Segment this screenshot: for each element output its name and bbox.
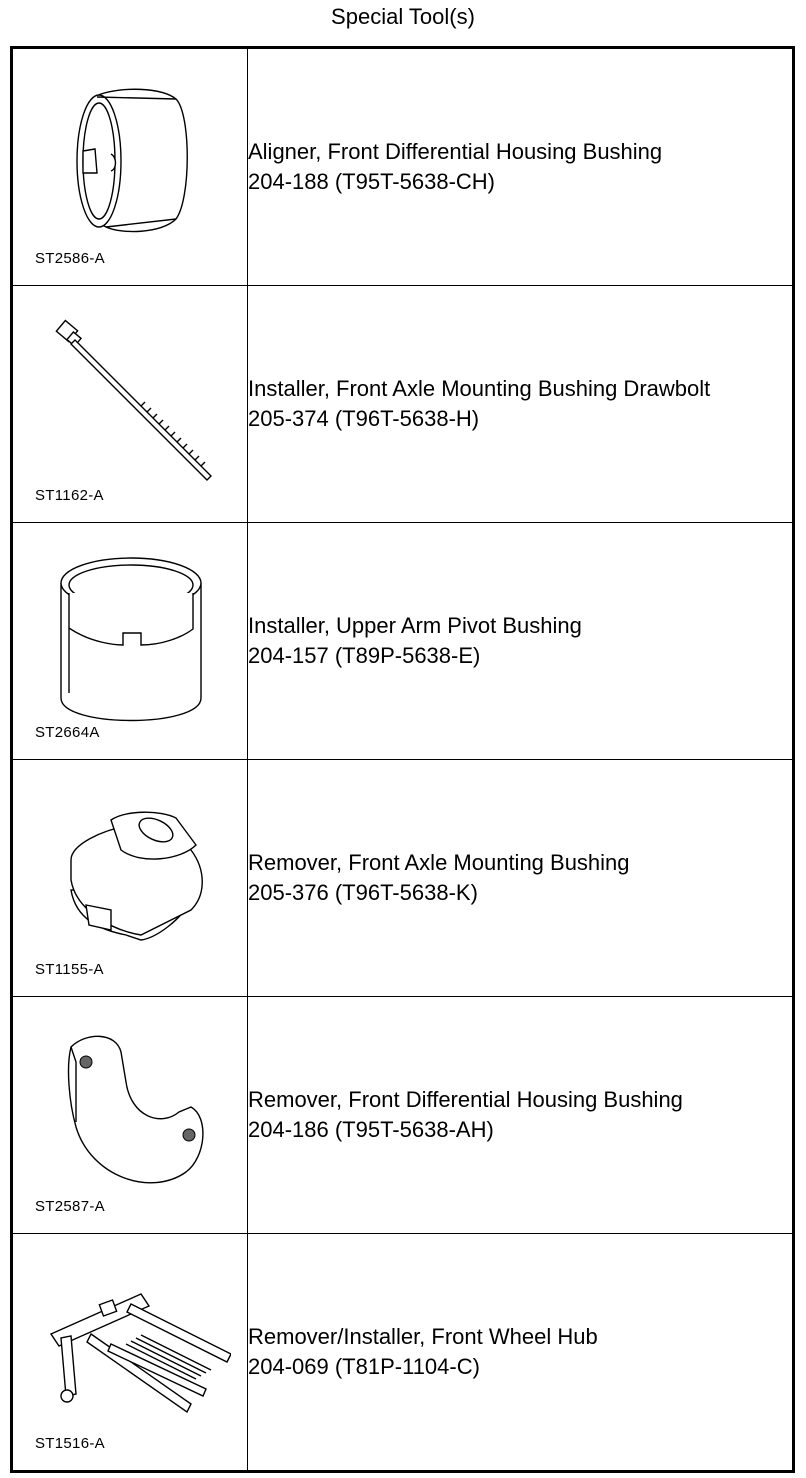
tool-image-cell	[12, 523, 248, 760]
tool-code: ST1516-A	[35, 1435, 105, 1452]
tool-number: 204-188 (T95T-5638-CH)	[248, 169, 496, 194]
stepped-remover-illustration	[31, 770, 231, 970]
tool-description	[248, 286, 794, 523]
table-row	[12, 1234, 794, 1472]
cylindrical-aligner-illustration	[31, 59, 231, 259]
table-row	[12, 523, 794, 760]
tool-name: Installer, Front Axle Mounting Bushing Drawbolt	[248, 376, 711, 401]
tool-code: ST2586-A	[35, 250, 105, 267]
tool-number: 204-157 (T89P-5638-E)	[248, 643, 481, 668]
tool-number: 205-376 (T96T-5638-K)	[248, 880, 478, 905]
tool-description	[248, 523, 794, 760]
tool-name: Remover/Installer, Front Wheel Hub	[248, 1324, 598, 1349]
tool-number: 204-069 (T81P-1104-C)	[248, 1354, 480, 1379]
tool-description	[248, 1234, 794, 1472]
tool-image-cell	[12, 48, 248, 286]
table-row	[12, 760, 794, 997]
tool-description	[248, 48, 794, 286]
u-shaped-remover-illustration	[31, 1007, 231, 1207]
tool-image-cell	[12, 286, 248, 523]
tool-description	[248, 760, 794, 997]
special-tools-table	[10, 46, 795, 1473]
tool-image-cell	[12, 997, 248, 1234]
tool-description	[248, 997, 794, 1234]
tool-name: Remover, Front Axle Mounting Bushing	[248, 850, 630, 875]
tool-number: 204-186 (T95T-5638-AH)	[248, 1117, 494, 1142]
tool-name: Installer, Upper Arm Pivot Bushing	[248, 613, 582, 638]
hub-puller-illustration	[31, 1244, 231, 1444]
tool-image-cell	[12, 1234, 248, 1472]
table-row	[12, 286, 794, 523]
tool-number: 205-374 (T96T-5638-H)	[248, 406, 480, 431]
table-row	[12, 48, 794, 286]
table-row	[12, 997, 794, 1234]
tool-code: ST2587-A	[35, 1198, 105, 1215]
tool-code: ST2664A	[35, 724, 100, 741]
tool-name: Aligner, Front Differential Housing Bushing	[248, 139, 663, 164]
tool-image-cell	[12, 760, 248, 997]
notched-cylinder-illustration	[31, 533, 231, 733]
drawbolt-illustration	[31, 296, 231, 496]
tool-code: ST1162-A	[35, 487, 104, 504]
tool-name: Remover, Front Differential Housing Bushing	[248, 1087, 683, 1112]
page-title: Special Tool(s)	[331, 4, 475, 29]
tool-code: ST1155-A	[35, 961, 104, 978]
